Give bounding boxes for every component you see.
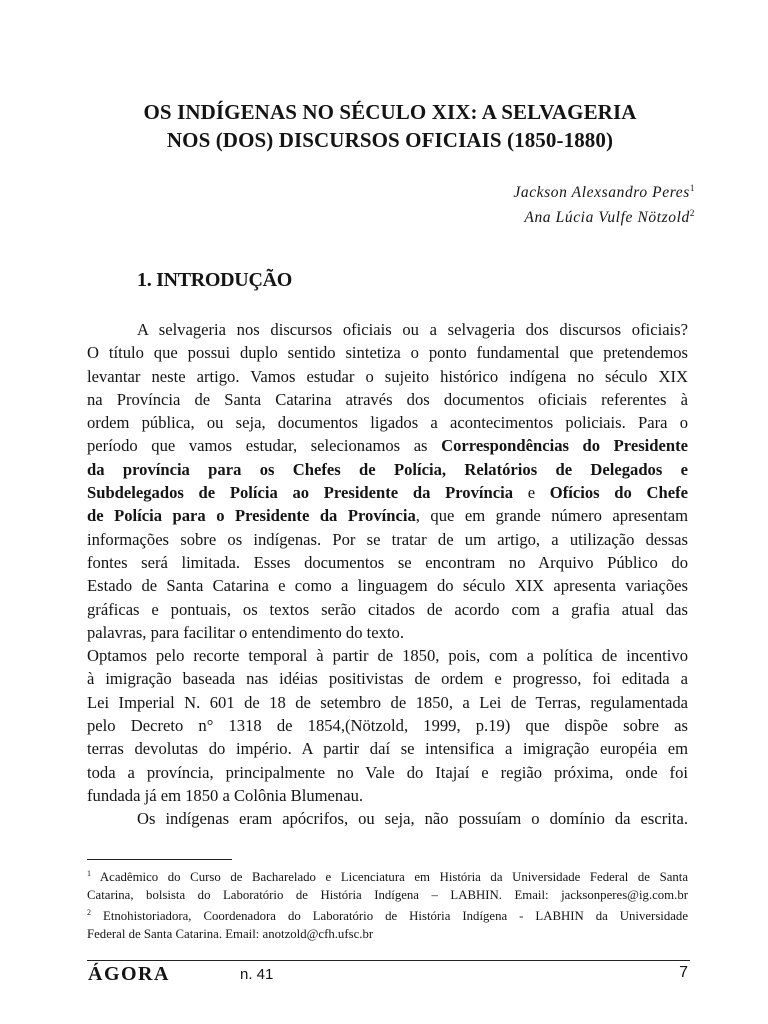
footnote-1-cont: Catarina, bolsista do Laboratório de História Indígena – LABHIN. Email: jacksonperes@ig.com.br (87, 887, 688, 902)
footnote-1 (87, 865, 688, 887)
text-line: terras devolutas do império. A partir daí se intensifica a imigração européia em (87, 739, 688, 759)
text-line: Optamos pelo recorte temporal à partir de 1850, pois, com a política de incentivo (87, 646, 688, 666)
text-line: Estado de Santa Catarina e como a linguagem do século XIX apresenta variações (87, 576, 688, 596)
bold-text-run: Ofícios do Chefe (549, 483, 688, 503)
footnote-mark: 2 (87, 908, 91, 917)
text-line: pelo Decreto n° 1318 de 1854,(Nötzold, 1999, p.19) que dispõe sobre as (87, 716, 688, 736)
bold-text-run: Subdelegados de Polícia ao Presidente da Província (87, 483, 513, 503)
footnote-2 (87, 904, 688, 926)
text-line: Lei Imperial N. 601 de 18 de setembro de 1850, a Lei de Terras, regulamentada (87, 692, 688, 712)
bold-text-run: da província para os Chefes de Polícia, Relatórios de Delegados e (87, 459, 688, 479)
title-line-1: OS INDÍGENAS NO SÉCULO XIX: A SELVAGERIA (143, 100, 637, 124)
journal-name: ÁGORA (88, 963, 170, 985)
author-footnote-mark: 2 (689, 208, 695, 218)
footnote-divider (87, 859, 232, 860)
issue-number: n. 41 (240, 966, 274, 983)
text-line: gráficas e pontuais, os textos serão citados de acordo com a grafia atual das (87, 599, 688, 619)
text-line: Os indígenas eram apócrifos, ou seja, não possuíam o domínio da escrita. (137, 809, 688, 829)
bold-text-run: Correspondências do Presidente (441, 436, 688, 456)
text-run: período que vamos estudar, selecionamos as (87, 436, 442, 456)
text-line: ordem pública, ou seja, documentos ligados a acontecimentos policiais. Para o (87, 413, 688, 433)
text-line: toda a província, principalmente no Vale do Itajaí e região próxima, onde foi (87, 762, 688, 782)
text-line: fundada já em 1850 a Colônia Blumenau. (87, 785, 364, 805)
author-name: Ana Lúcia Vulfe Nötzold (524, 209, 690, 226)
author-list (513, 178, 695, 228)
text-line: à imigração baseada nas idéias positivistas de ordem e progresso, foi editada a (87, 669, 688, 689)
footnotes (87, 865, 688, 943)
article-title (60, 98, 720, 154)
text-line: informações sobre os indígenas. Por se tratar de um artigo, a utilização dessas (87, 529, 688, 549)
text-line (87, 504, 688, 527)
section-heading: 1. INTRODUÇÃO (137, 269, 292, 291)
text-line: fontes será limitada. Esses documentos se encontram no Arquivo Público do (87, 552, 688, 572)
footnote-mark: 1 (87, 869, 91, 878)
title-line-2: NOS (DOS) DISCURSOS OFICIAIS (1850-1880) (166, 128, 614, 152)
author-footnote-mark: 1 (689, 183, 695, 193)
author-name: Jackson Alexsandro Peres (513, 184, 690, 201)
text-line (87, 481, 688, 504)
author-2 (513, 203, 695, 228)
text-line (87, 434, 688, 457)
text-line (87, 458, 688, 481)
body-text (87, 318, 688, 831)
author-1 (513, 178, 695, 203)
text-run: e (513, 483, 550, 503)
text-run: , que em grande número apresentam (415, 506, 688, 526)
text-line: A selvageria nos discursos oficiais ou a selvageria dos discursos oficiais? (137, 320, 688, 339)
bold-text-run: de Polícia para o Presidente da Província (87, 506, 416, 526)
footnote-text: Etnohistoriadora, Coordenadora do Laboratório de História Indígena - LABHIN da Universidade (103, 909, 689, 923)
page-number: 7 (679, 964, 688, 981)
text-line: levantar neste artigo. Vamos estudar o sujeito histórico indígena no século XIX (87, 366, 688, 386)
text-line: na Província de Santa Catarina através dos documentos oficiais referentes à (87, 389, 688, 409)
text-line: O título que possui duplo sentido sintetiza o ponto fundamental que pretendemos (87, 343, 688, 363)
text-line: palavras, para facilitar o entendimento do texto. (87, 622, 404, 642)
footer-divider (87, 960, 690, 961)
footnote-text: Acadêmico do Curso de Bacharelado e Licenciatura em História da Universidade Federal de Santa (99, 870, 689, 884)
footnote-2-cont: Federal de Santa Catarina. Email: anotzold@cfh.ufsc.br (87, 926, 374, 941)
